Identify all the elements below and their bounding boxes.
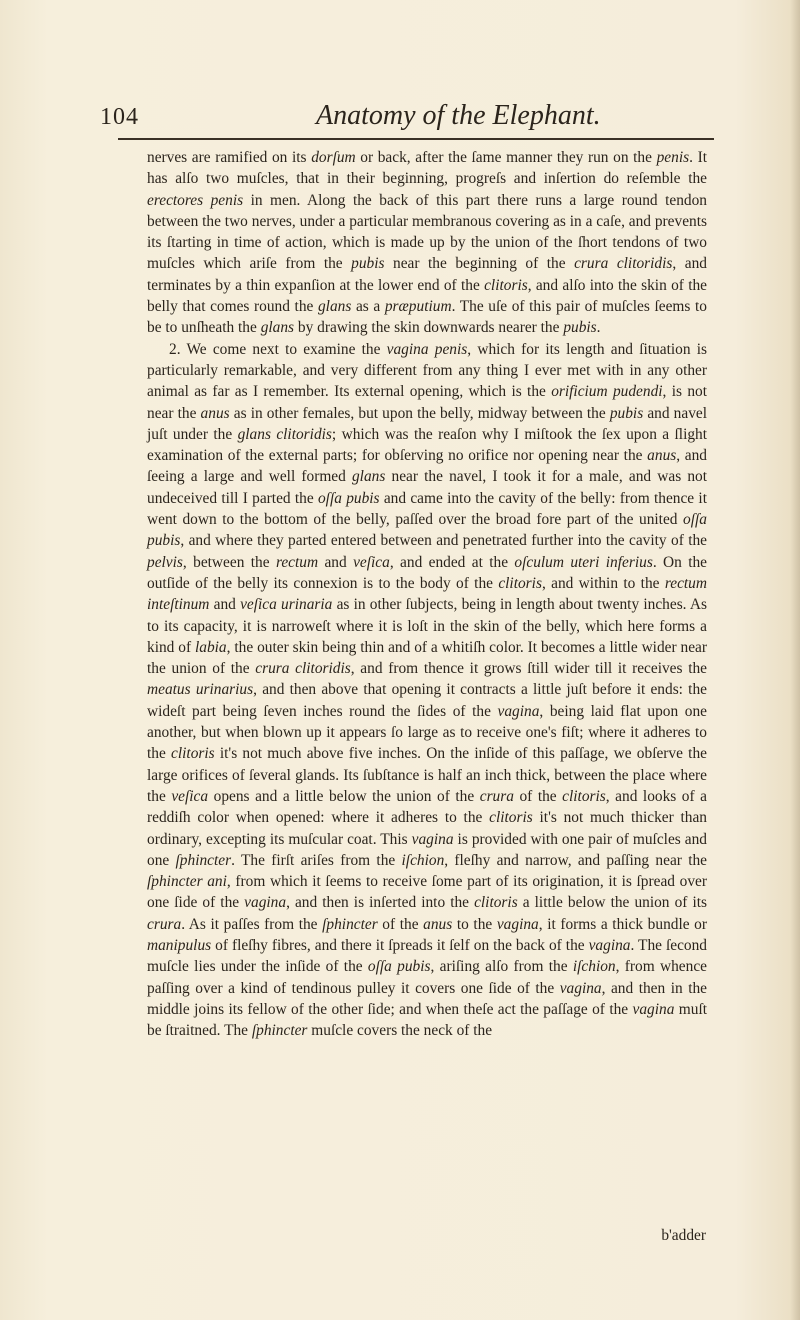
text-run: nerves are ramified on its [147,149,312,166]
text-run: as in other females, but upon the belly, midway between the [229,404,610,422]
paragraph [147,147,707,339]
italic-term: glans [351,468,386,486]
text-run: , and ſeeing a large and well formed [147,447,707,486]
text-run: in men. Along the back of this part there runs a large round tendon between the two nerves, under a particular membranous covering as in a caſe, and prevents its ſtarting in time of action, which is made up by the union of the ſhort tendons of two muſcles which ariſe from the [147,191,707,273]
italic-term: meatus urinarius [147,681,254,699]
catchword: b'adder [661,1227,706,1244]
italic-term: crura clitoridis [255,660,351,678]
italic-term: anus [647,447,677,465]
page-header [100,96,710,136]
italic-term: ſphincter [251,1022,308,1040]
page-edge-shadow [790,0,800,1320]
italic-term: ſphincter [322,915,378,933]
page-number: 104 [100,104,139,130]
italic-term: oſſa pubis [147,511,707,550]
italic-term: clitoris [489,809,533,827]
text-run: it's not much above five inches. On the inſide of this paſſage, we obſerve the large orifices of ſeveral glands. Its ſubſtance is half an inch thick, between the place where the [147,745,707,805]
text-run: , which for its length and ſituation is particularly remarkable, and very different from any thing I ever met with in any other animal as far as I remember. Its external opening, which is the [147,340,707,401]
text-run: , the outer skin being thin and of a whitiſh color. It becomes a little wider near the union of the [147,638,707,678]
text-run: , and looks of a reddiſh color when opened: where it adheres to the [147,787,707,827]
text-run: , and from thence it grows ſtill wider till it receives the [350,660,707,678]
italic-term: orificium pudendi [551,383,663,401]
italic-term: crura [147,915,182,933]
italic-term: glans clitoridis [237,425,332,443]
header-rule [118,138,714,140]
text-run: is provided with one pair of muſcles and one [147,830,707,869]
italic-term: vagina penis [386,340,468,358]
text-run: and navel juſt under the [147,404,707,443]
text-run: , and then in the middle joins its fellow of the other ſide; and when theſe act the paſſage of the [147,979,707,1018]
text-run: of the [377,915,424,933]
italic-term: glans [260,319,295,337]
text-run: , and ended at the [389,553,515,571]
italic-term: clitoris [484,276,528,294]
text-run: . On the outſide of the belly its connexion is to the body of the [147,553,708,592]
text-run: , and terminates by a thin expanſion at the lower end of the [147,255,707,294]
italic-term: labia [194,638,227,656]
text-run: of the [513,787,563,805]
text-run: near the navel, I took it for a male, and was not undeceived till I parted the [147,468,707,507]
text-run: muſcle covers the neck of the [307,1022,493,1040]
italic-term: anus [200,404,230,422]
italic-term: pubis [351,255,385,273]
italic-term: veſica [353,553,390,571]
running-title: Anatomy of the Elephant. [316,100,601,131]
text-run: , it forms a thick bundle or [538,915,707,933]
text-run: , from whence paſſing over a kind of tendinous pulley it covers one ſide of the [147,958,707,997]
italic-term: rectum [275,553,319,571]
italic-term: pubis [609,404,644,422]
text-run: , and then is inſerted into the [286,894,475,912]
text-run: . [596,319,601,337]
text-run: as in other ſubjects, being in length about twenty inches. As to its capacity, it is narroweſt where it is loſt in the skin of the belly, which here forms a kind of [147,596,708,656]
italic-term: vagina [559,979,602,997]
text-run: , is not near the [147,383,707,422]
italic-term: vagina [497,702,540,720]
text-run: muſt be ſtraitned. The [147,1000,707,1040]
paragraph [147,339,707,1042]
italic-term: iſchion [401,851,445,869]
text-run: , and alſo into the skin of the belly that comes round the [147,276,707,316]
text-run: opens and a little below the union of the [208,787,480,805]
italic-term: manipulus [147,936,212,954]
text-run: , being laid flat upon one another, but when blown up it appears ſo large as to receive one's fiſt; where it adheres to the [147,702,707,763]
text-run: , from which it ſeems to receive ſome part of its origination, it is ſpread over one ſide of the [147,873,707,912]
text-run: , and where they parted entered between and penetrated further into the cavity of the [180,532,707,550]
text-run: . The ſecond muſcle lies under the inſide of the [147,936,707,976]
text-run: or back, after the ſame manner they run on the [355,149,657,166]
italic-term: dorſum [311,149,356,166]
italic-term: vagina [588,936,631,954]
italic-term: oſſa pubis [317,489,380,507]
italic-term: vagina [411,830,454,848]
text-run: . As it paſſes from the [181,915,323,933]
text-run: and came into the cavity of the belly: from thence it went down to the bottom of the belly, paſſed over the broad fore part of the united [147,489,707,529]
italic-term: veſica urinaria [240,596,333,614]
italic-term: oſculum uteri inferius [514,553,653,571]
italic-term: oſſa pubis [367,958,431,976]
italic-term: vagina [244,894,287,912]
text-run: 2. We come next to examine the [169,340,387,358]
text-run: it's not much thicker than ordinary, excepting its muſcular coat. This [147,809,708,848]
italic-term: iſchion [572,958,616,976]
italic-term: erectores penis [147,191,244,209]
italic-term: ſphincter ani [147,873,227,891]
text-run: . The firſt ariſes from the [231,851,402,869]
italic-term: vagina [632,1000,675,1018]
italic-term: clitoris [171,745,215,763]
text-run: as a [351,298,385,316]
italic-term: pelvis [147,553,183,571]
text-run: , and within to the [541,574,665,592]
italic-term: crura clitoridis [574,255,673,273]
text-run: ; which was the reaſon why I miſtook the ſex upon a ſlight examination of the external parts; for obſerving no orifice nor opening near the [147,425,708,465]
text-run: , and then above that opening it contracts a little juſt before it ends: the wideſt part being ſeven inches round the ſides of the [147,681,707,720]
text-run: . The uſe of this pair of muſcles ſeems to be to unſheath the [147,298,707,337]
italic-term: anus [423,915,453,933]
body-text [147,147,707,1041]
italic-term: præputium [384,298,452,316]
text-run: and [209,596,241,614]
italic-term: clitoris [498,574,542,592]
text-run: . It has alſo two muſcles, that in their beginning, progreſs and inſertion do reſemble the [147,149,707,188]
italic-term: pubis [563,319,597,337]
text-run: , fleſhy and narrow, and paſſing near the [444,851,707,869]
text-run: a little below the union of its [517,894,707,912]
italic-term: clitoris [562,787,606,805]
italic-term: crura [479,787,514,805]
text-run: near the beginning of the [384,255,575,273]
italic-term: penis [656,149,690,166]
text-run: and [318,553,354,571]
italic-term: vagina [496,915,539,933]
text-run: , ariſing alſo from the [430,958,573,976]
text-run: , between the [182,553,276,571]
text-run: of fleſhy fibres, and there it ſpreads it ſelf on the back of the [211,936,589,954]
italic-term: glans [317,298,352,316]
italic-term: veſica [171,787,209,805]
text-run: by drawing the skin downwards nearer the [294,319,564,337]
italic-term: rectum inteſtinum [147,574,707,614]
italic-term: clitoris [474,894,518,912]
italic-term: ſphincter [175,851,232,869]
text-run: to the [452,915,497,933]
